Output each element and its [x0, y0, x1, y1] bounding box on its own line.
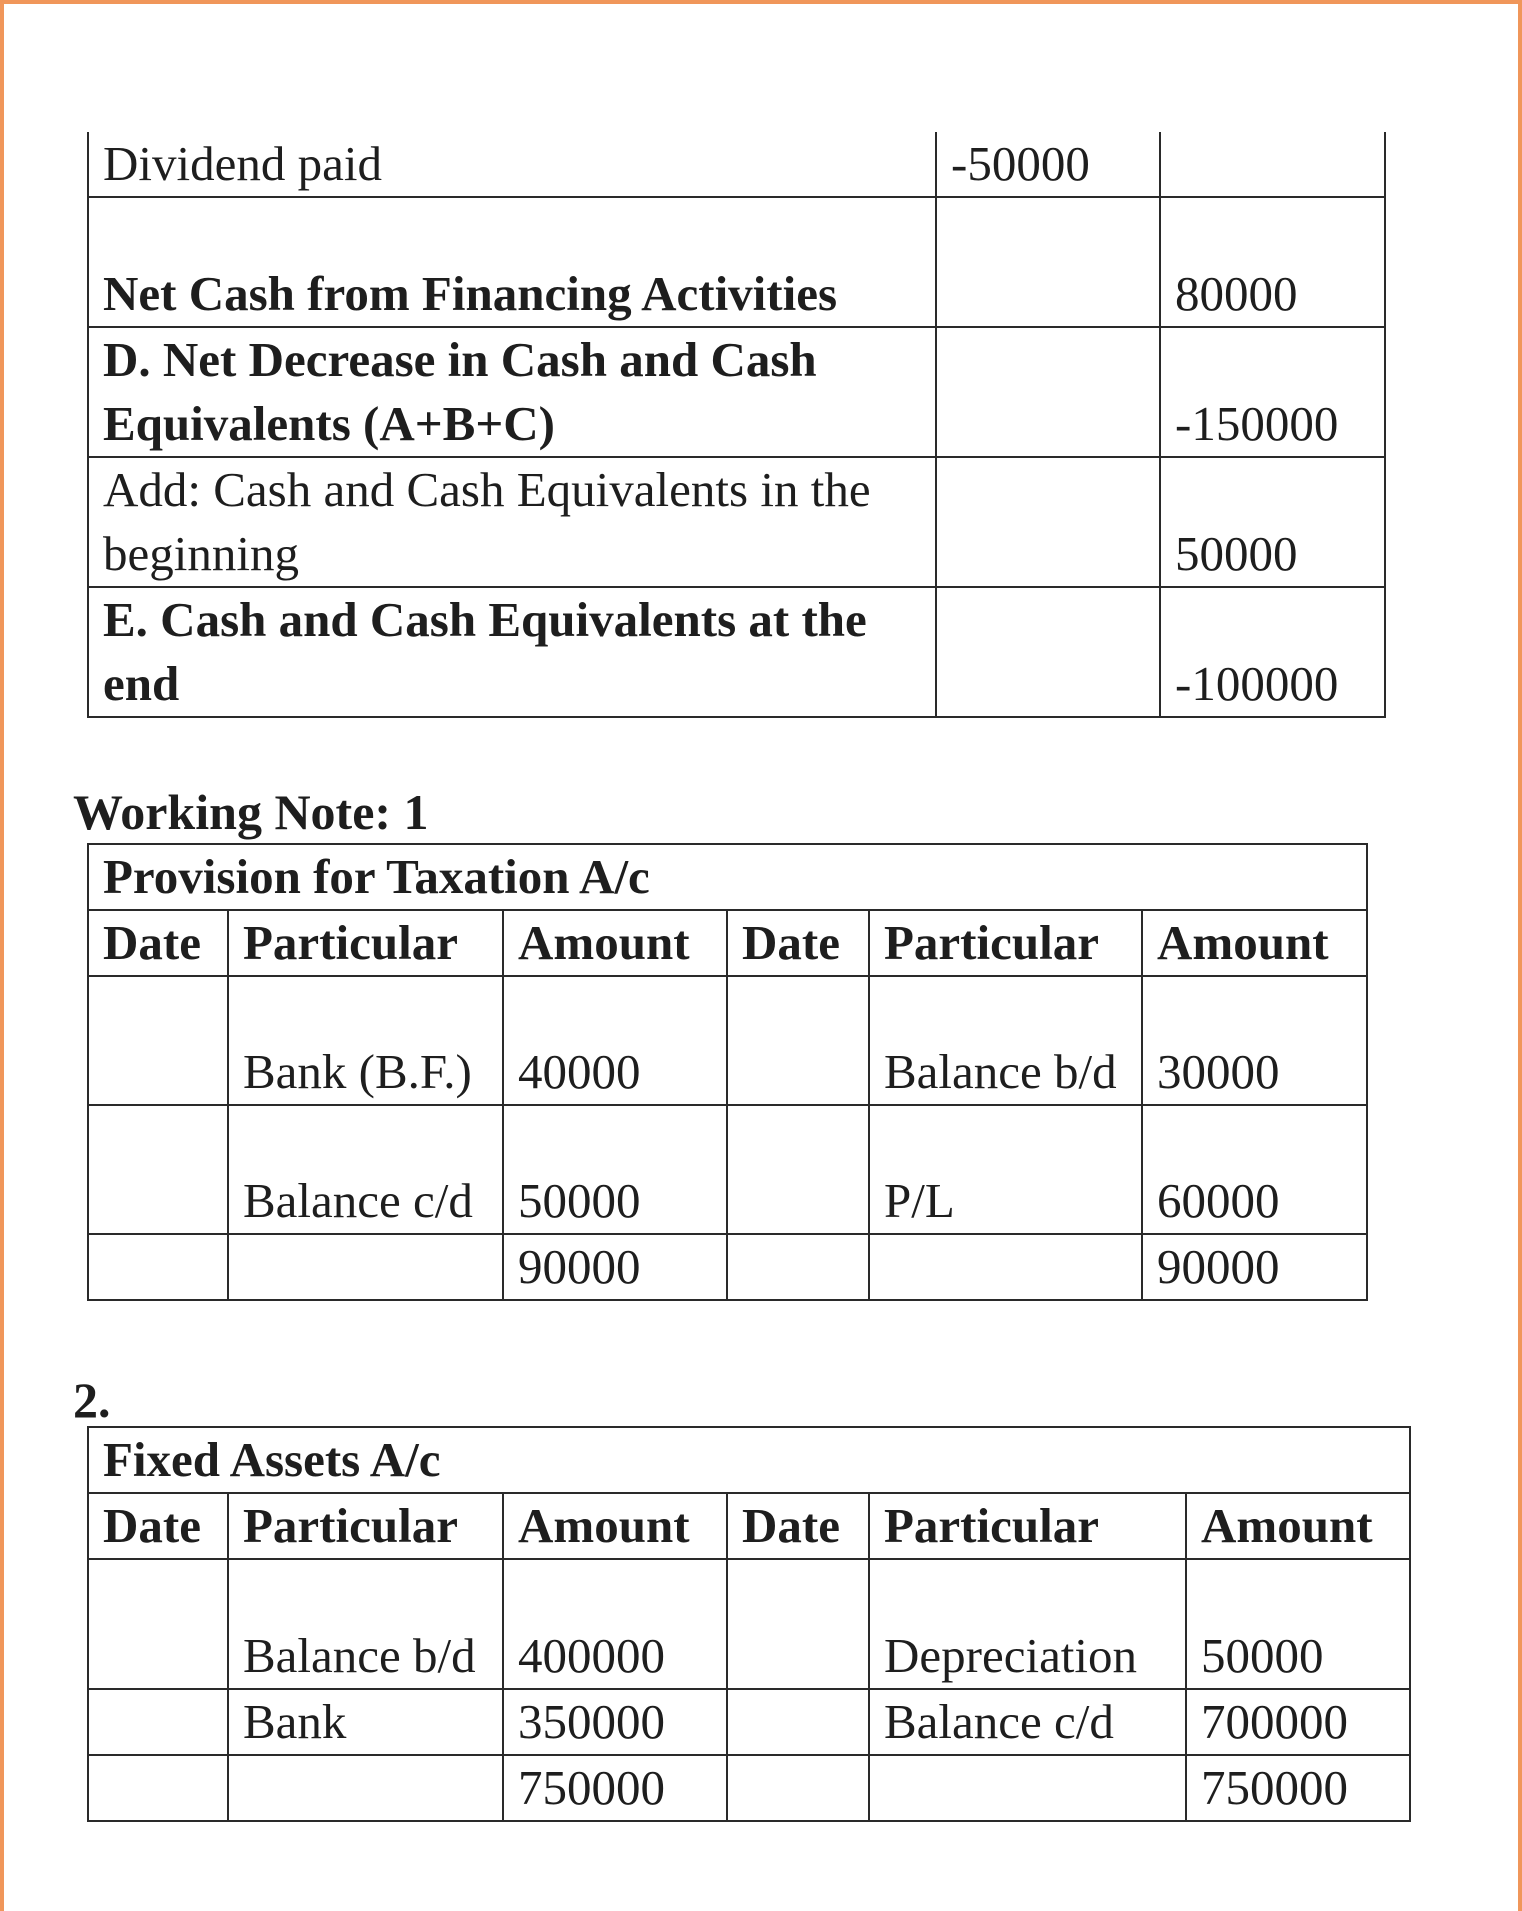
header-particular: Particular [869, 1493, 1186, 1559]
date-cell [727, 1105, 869, 1234]
particular-cell: P/L [869, 1105, 1142, 1234]
header-date: Date [727, 910, 869, 976]
amount-cell: 50000 [503, 1105, 727, 1234]
account-title-row [88, 844, 1367, 910]
header-amount: Amount [503, 910, 727, 976]
date-cell [727, 1755, 869, 1821]
particular-cell: Balance b/d [869, 976, 1142, 1105]
particular-cell [228, 1755, 503, 1821]
total-amount-cell: 90000 [1142, 1234, 1367, 1300]
date-cell [727, 1689, 869, 1755]
total-row [88, 1755, 1410, 1821]
amount-cell: 700000 [1186, 1689, 1410, 1755]
particular-cell [869, 1755, 1186, 1821]
date-cell [88, 1689, 228, 1755]
amount-cell: 30000 [1142, 976, 1367, 1105]
provision-for-taxation-table [87, 843, 1368, 1301]
amount-cell: -50000 [936, 132, 1160, 197]
amount-cell [1160, 132, 1385, 197]
total-amount-cell: 750000 [503, 1755, 727, 1821]
working-note-1-heading: Working Note: 1 [73, 784, 429, 840]
header-date: Date [88, 1493, 228, 1559]
amount-cell: 350000 [503, 1689, 727, 1755]
amount-cell: 80000 [1160, 197, 1385, 327]
table-row [88, 587, 1385, 717]
date-cell [88, 1234, 228, 1300]
table-row [88, 1105, 1367, 1234]
row-label: Net Cash from Financing Activities [88, 197, 936, 327]
table-row [88, 457, 1385, 587]
table-row [88, 132, 1385, 197]
date-cell [727, 1559, 869, 1689]
header-amount: Amount [1142, 910, 1367, 976]
header-particular: Particular [869, 910, 1142, 976]
account-title-row [88, 1427, 1410, 1493]
particular-cell: Bank [228, 1689, 503, 1755]
cash-flow-table [87, 132, 1386, 718]
fixed-assets-table [87, 1426, 1411, 1822]
table-row [88, 1559, 1410, 1689]
total-amount-cell: 90000 [503, 1234, 727, 1300]
row-label: Add: Cash and Cash Equivalents in the beginning [88, 457, 936, 587]
total-row [88, 1234, 1367, 1300]
amount-cell [936, 587, 1160, 717]
date-cell [727, 1234, 869, 1300]
particular-cell: Bank (B.F.) [228, 976, 503, 1105]
table-row [88, 327, 1385, 457]
row-label: Dividend paid [88, 132, 936, 197]
header-amount: Amount [503, 1493, 727, 1559]
amount-cell: -150000 [1160, 327, 1385, 457]
table-row [88, 976, 1367, 1105]
header-date: Date [88, 910, 228, 976]
row-label: E. Cash and Cash Equivalents at the end [88, 587, 936, 717]
particular-cell [228, 1234, 503, 1300]
date-cell [88, 1559, 228, 1689]
amount-cell: 50000 [1186, 1559, 1410, 1689]
date-cell [88, 1755, 228, 1821]
header-particular: Particular [228, 1493, 503, 1559]
amount-cell: 50000 [1160, 457, 1385, 587]
date-cell [88, 1105, 228, 1234]
date-cell [88, 976, 228, 1105]
amount-cell [936, 457, 1160, 587]
header-particular: Particular [228, 910, 503, 976]
account-title: Provision for Taxation A/c [88, 844, 1367, 910]
header-date: Date [727, 1493, 869, 1559]
working-note-2-heading: 2. [73, 1372, 111, 1428]
amount-cell [936, 197, 1160, 327]
amount-cell: 40000 [503, 976, 727, 1105]
amount-cell: -100000 [1160, 587, 1385, 717]
row-label: D. Net Decrease in Cash and Cash Equivalents (A+B+C) [88, 327, 936, 457]
amount-cell [936, 327, 1160, 457]
table-row [88, 1689, 1410, 1755]
particular-cell: Depreciation [869, 1559, 1186, 1689]
header-row [88, 910, 1367, 976]
table-row [88, 197, 1385, 327]
amount-cell: 60000 [1142, 1105, 1367, 1234]
particular-cell: Balance c/d [869, 1689, 1186, 1755]
particular-cell: Balance b/d [228, 1559, 503, 1689]
date-cell [727, 976, 869, 1105]
header-amount: Amount [1186, 1493, 1410, 1559]
account-title: Fixed Assets A/c [88, 1427, 1410, 1493]
particular-cell [869, 1234, 1142, 1300]
total-amount-cell: 750000 [1186, 1755, 1410, 1821]
header-row [88, 1493, 1410, 1559]
amount-cell: 400000 [503, 1559, 727, 1689]
particular-cell: Balance c/d [228, 1105, 503, 1234]
